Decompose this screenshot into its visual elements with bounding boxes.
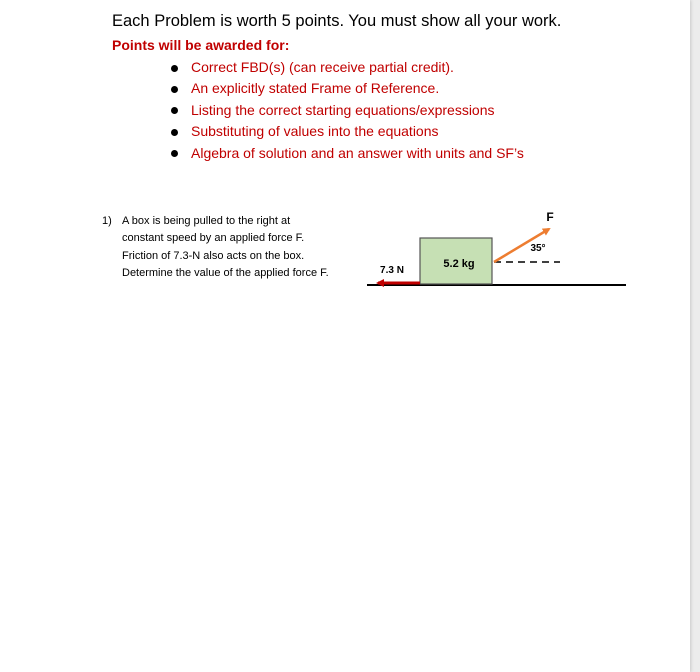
- problem-number: 1): [102, 215, 112, 227]
- problem-line: Determine the value of the applied force F.: [122, 267, 329, 280]
- criteria-item: Listing the correct starting equations/expressions: [168, 100, 524, 121]
- criteria-item: Correct FBD(s) (can receive partial credit).: [168, 57, 524, 78]
- problem-line: Friction of 7.3-N also acts on the box.: [122, 249, 305, 262]
- mass-label: 5.2 kg: [443, 258, 475, 270]
- page-heading: Each Problem is worth 5 points. You must show all your work.: [112, 12, 562, 30]
- criteria-item: Substituting of values into the equations: [168, 121, 524, 142]
- grading-subheading: Points will be awarded for:: [112, 37, 290, 53]
- problem-line: constant speed by an applied force F.: [122, 232, 305, 245]
- problem-line: A box is being pulled to the right at: [122, 215, 291, 227]
- force-label: F: [546, 210, 554, 224]
- angle-label: 35°: [530, 243, 546, 254]
- criteria-item: An explicitly stated Frame of Reference.: [168, 78, 524, 99]
- criteria-item: Algebra of solution and an answer with units and SF’s: [168, 143, 524, 164]
- friction-label: 7.3 N: [380, 265, 404, 276]
